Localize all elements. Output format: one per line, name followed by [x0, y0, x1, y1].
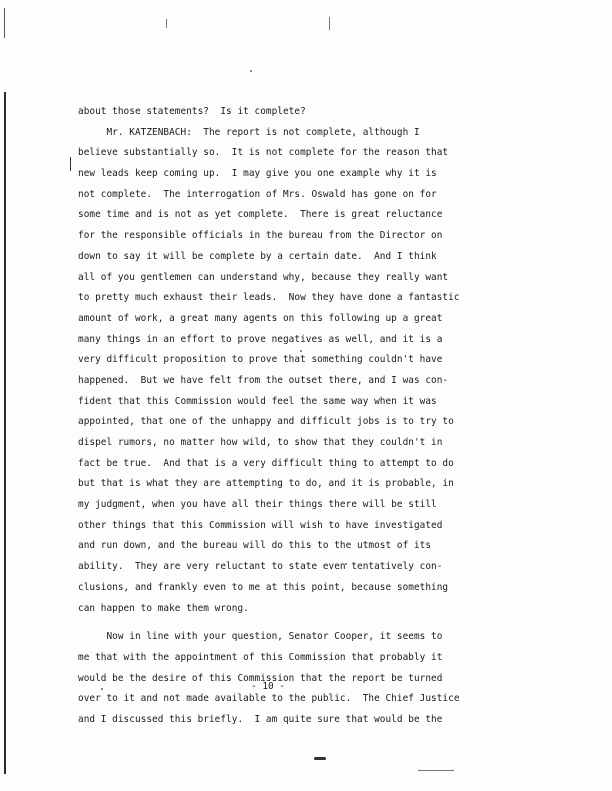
footer-line [418, 770, 454, 771]
text-line: over to it and not made available to the public. The Chief Justice [78, 693, 460, 705]
text-line: new leads keep coming up. I may give you one example why it is [78, 168, 437, 180]
text-line: my judgment, when you have all their things there will be still [78, 499, 437, 511]
text-line: very difficult proposition to prove that something couldn't have [78, 354, 443, 366]
scan-speck [250, 70, 252, 72]
text-line: many things in an effort to prove negatives as well, and it is a [78, 333, 443, 345]
text-line: happened. But we have felt from the outset there, and I was con- [78, 374, 449, 386]
text-line: dispel rumors, no matter how wild, to show that they couldn't in [78, 437, 443, 448]
text-line: some time and is not as yet complete. There is great reluctance [78, 209, 443, 221]
text-line: would be the desire of this Commission that the report be turned [78, 672, 443, 684]
text-line: clusions, and frankly even to me at this point, because something [78, 581, 449, 593]
text-line: Now in line with your question, Senator Cooper, it seems to [78, 631, 443, 643]
text-line: me that with the appointment of this Commission that probably it [78, 651, 443, 663]
scan-edge [4, 92, 6, 774]
text-line: and I discussed this briefly. I am quite sure that would be the [78, 713, 443, 725]
text-line: for the responsible officials in the bureau from the Director on [78, 230, 443, 242]
footer-mark [314, 757, 326, 760]
text-line: about those statements? Is it complete? [78, 106, 306, 117]
text-line: amount of work, a great many agents on this following up a great [78, 312, 443, 324]
scan-mark [329, 17, 330, 30]
text-line: fident that this Commission would feel the same way when it was [78, 395, 437, 407]
text-line: ability. They are very reluctant to state even tentatively con- [78, 561, 443, 573]
scan-edge-top [4, 8, 5, 38]
margin-mark [70, 157, 71, 171]
text-line: and run down, and the bureau will do this to the utmost of its [78, 540, 432, 552]
text-line: but that is what they are attempting to do, and it is probable, in [78, 478, 454, 490]
text-line: fact be true. And that is a very difficult thing to attempt to do [78, 457, 454, 469]
text-line: believe substantially so. It is not complete for the reason that [78, 147, 449, 159]
text-line: all of you gentlemen can understand why, because they really want [78, 271, 449, 283]
body-text [78, 102, 460, 731]
scan-mark [166, 19, 167, 28]
text-line: not complete. The interrogation of Mrs. Oswald has gone on for [78, 188, 437, 200]
text-line: to pretty much exhaust their leads. Now they have done a fantastic [78, 292, 460, 304]
text-line: Mr. KATZENBACH: The report is not complete, although I [78, 126, 420, 138]
text-line: can happen to make them wrong. [78, 602, 249, 614]
text-line: down to say it will be complete by a certain date. And I think [78, 250, 437, 262]
text-line: appointed, that one of the unhappy and difficult jobs is to try to [78, 416, 454, 428]
text-line: other things that this Commission will wish to have investigated [78, 519, 443, 531]
page-number: - 10 - [251, 681, 285, 692]
